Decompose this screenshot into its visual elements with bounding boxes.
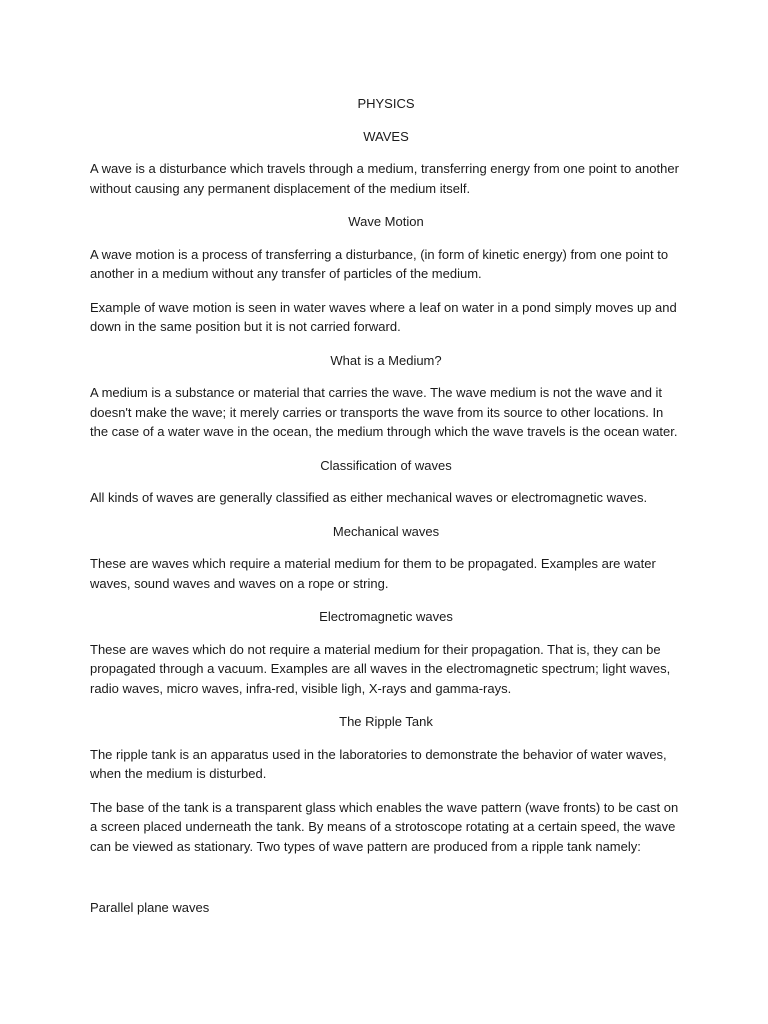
medium-paragraph: A medium is a substance or material that carries the wave. The wave medium is not the wave and it doesn't make the wave; it merely carries or transports the wave from its source to other locations. In the case of a water wave in the ocean, the medium through which the wave travels is the ocean water. — [90, 385, 678, 439]
subject-heading: PHYSICS — [357, 96, 415, 111]
section-heading-wave-motion: Wave Motion — [348, 214, 424, 229]
ripple-tank-paragraph-2: The base of the tank is a transparent glass which enables the wave pattern (wave fronts) to be cast on a screen placed underneath the tank. By means of a strotoscope rotating at a certain speed, the wave can be viewed as stationary. Two types of wave pattern are produced from a ripple tank namely: — [90, 799, 679, 854]
parallel-plane-waves-item: Parallel plane waves — [90, 900, 210, 915]
section-heading-electromagnetic: Electromagnetic waves — [319, 609, 453, 624]
section-heading-mechanical: Mechanical waves — [332, 523, 440, 539]
electromagnetic-paragraph: These are waves which do not require a material medium for their propagation. That is, they can be propagated through a vacuum. Examples are all waves in the electromagnetic spectrum; light waves, radio waves, micro waves, infra-red, visible ligh, X-rays and gamma-rays. — [90, 641, 671, 696]
section-heading-medium: What is a Medium? — [330, 352, 442, 368]
wave-motion-paragraph-2: Example of wave motion is seen in water waves where a leaf on water in a pond simply moves up and down in the same position but it is not carried forward. — [90, 299, 677, 334]
classification-paragraph: All kinds of waves are generally classified as either mechanical waves or electromagnetic waves. — [90, 490, 648, 505]
wave-motion-paragraph-1: A wave motion is a process of transferring a disturbance, (in form of kinetic energy) from one point to another in a medium without any transfer of particles of the medium. — [90, 246, 669, 281]
section-heading-ripple-tank: The Ripple Tank — [339, 714, 433, 729]
intro-paragraph: A wave is a disturbance which travels through a medium, transferring energy from one point to another without causing any permanent displacement of the medium itself. — [90, 161, 679, 196]
page-title: WAVES — [363, 128, 409, 144]
section-heading-classification: Classification of waves — [320, 457, 452, 473]
ripple-tank-paragraph-1: The ripple tank is an apparatus used in the laboratories to demonstrate the behavior of water waves, when the medium is disturbed. — [90, 746, 667, 781]
mechanical-paragraph: These are waves which require a material medium for them to be propagated. Examples are water waves, sound waves and waves on a rope or string. — [90, 556, 656, 591]
